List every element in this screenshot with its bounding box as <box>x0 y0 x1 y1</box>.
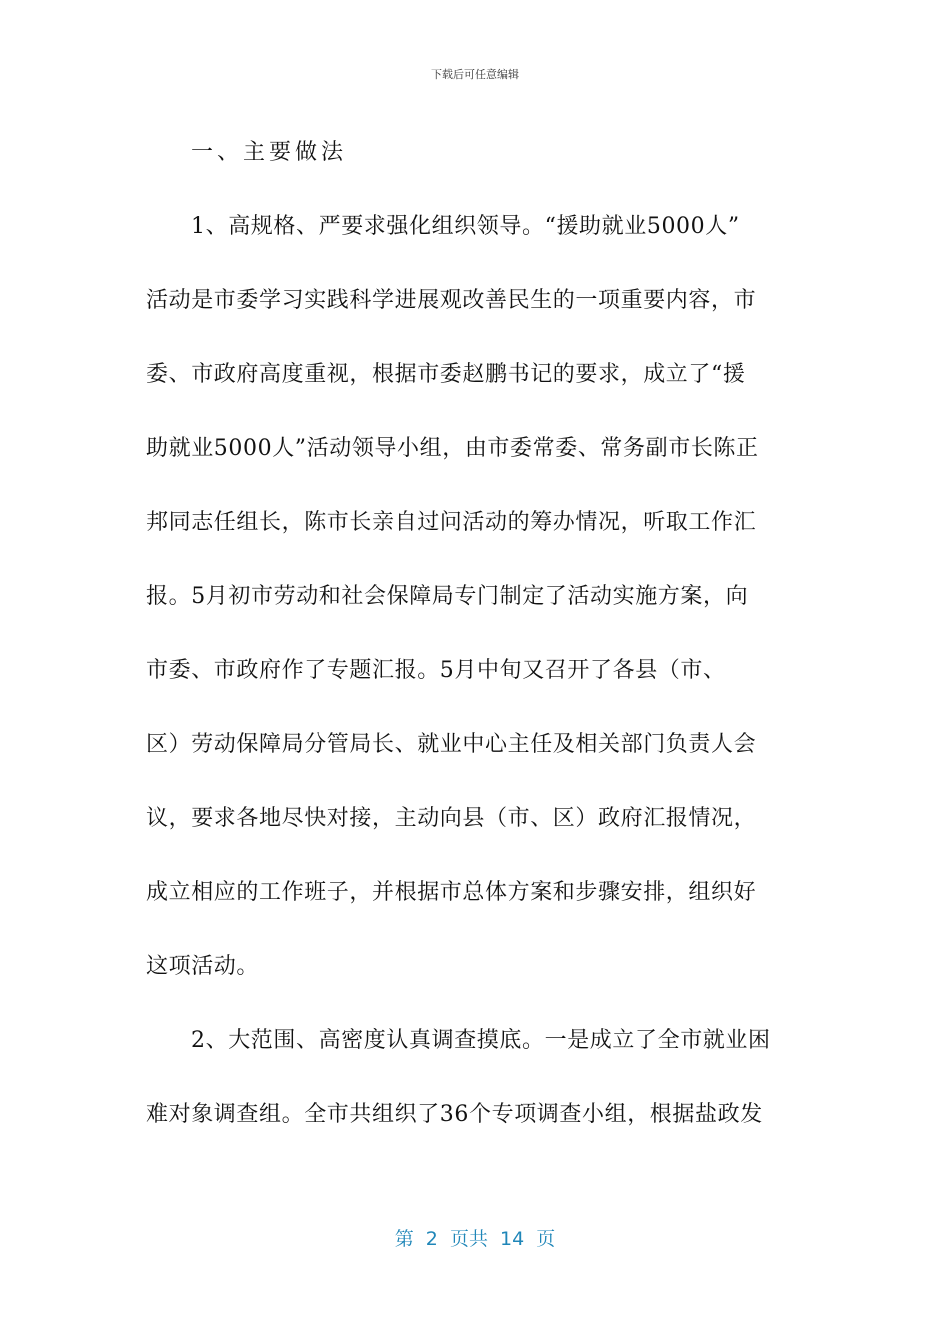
paragraph-line: 报。5月初市劳动和社会保障局专门制定了活动实施方案，向 <box>146 584 749 609</box>
paragraph-line: 难对象调查组。全市共组织了36个专项调查小组，根据盐政发 <box>146 1102 763 1127</box>
page-number-footer: 第 2 页共 14 页 <box>394 1228 556 1250</box>
paragraph-line: 市委、市政府作了专题汇报。5月中旬又召开了各县（市、 <box>146 658 726 683</box>
section-heading: 一、主要做法 <box>191 140 348 165</box>
document-body <box>146 116 806 1152</box>
paragraph-line: 助就业5000人”活动领导小组，由市委常委、常务副市长陈正 <box>146 436 759 461</box>
paragraph-line: 议，要求各地尽快对接，主动向县（市、区）政府汇报情况， <box>146 806 757 831</box>
paragraph-line: 这项活动。 <box>146 954 260 979</box>
page-header-note: 下载后可任意编辑 <box>431 68 519 81</box>
paragraph-line: 1、高规格、严要求强化组织领导。“援助就业5000人” <box>191 214 740 239</box>
paragraph-line: 成立相应的工作班子，并根据市总体方案和步骤安排，组织好 <box>146 880 757 905</box>
paragraph-1 <box>146 190 806 1004</box>
paragraph-line: 邦同志任组长，陈市长亲自过问活动的筹办情况，听取工作汇 <box>146 510 757 535</box>
paragraph-2 <box>146 1004 806 1152</box>
paragraph-line: 2、大范围、高密度认真调查摸底。一是成立了全市就业困 <box>191 1028 771 1053</box>
paragraph-line: 区）劳动保障局分管局长、就业中心主任及相关部门负责人会 <box>146 732 757 757</box>
paragraph-line: 活动是市委学习实践科学进展观改善民生的一项重要内容，市 <box>146 288 757 313</box>
paragraph-line: 委、市政府高度重视，根据市委赵鹏书记的要求，成立了“援 <box>146 362 746 387</box>
